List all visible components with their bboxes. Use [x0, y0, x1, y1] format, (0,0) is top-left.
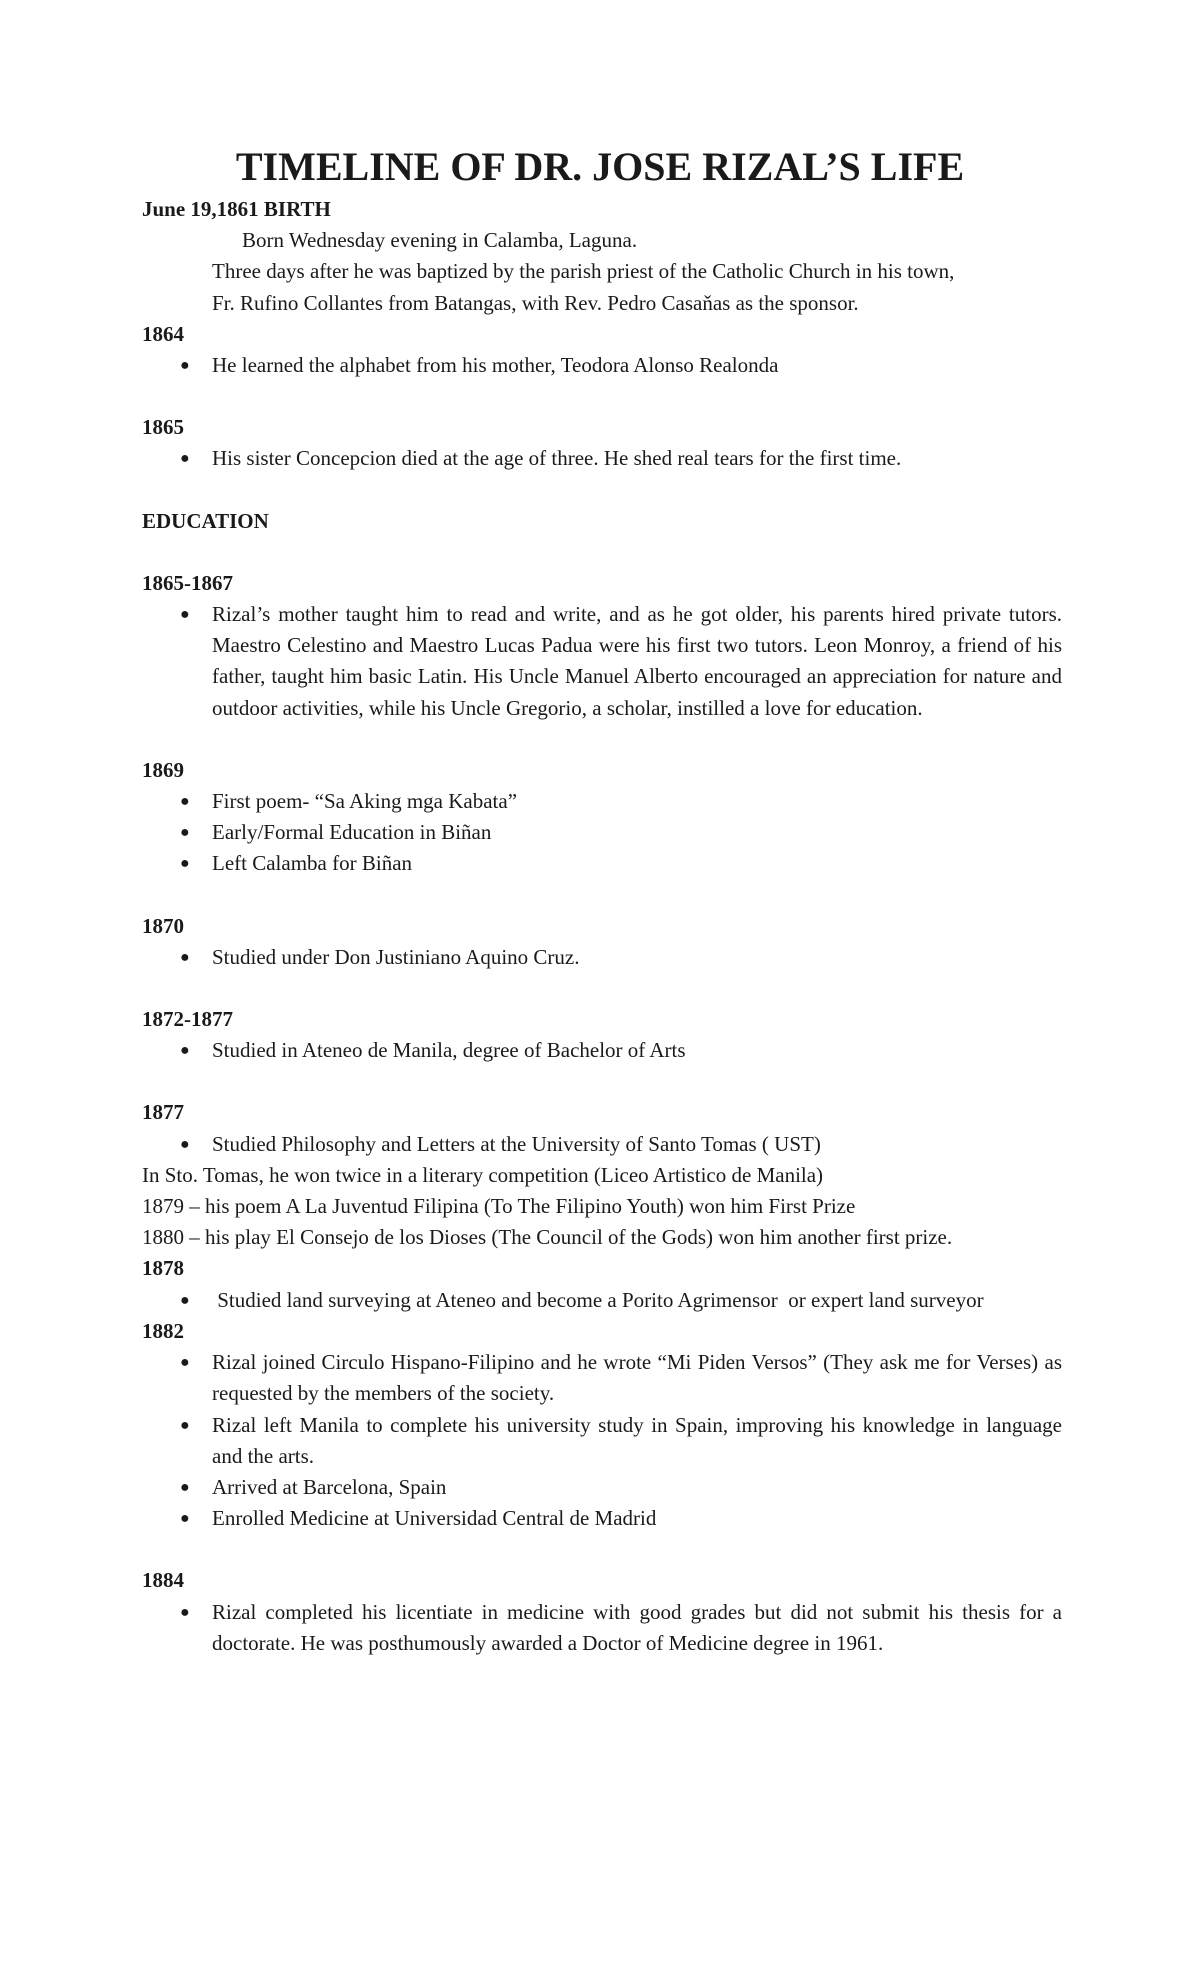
- bullet-icon: ●: [180, 1478, 190, 1496]
- list-item: [142, 1285, 1062, 1316]
- year-heading-1884: 1884: [142, 1568, 184, 1593]
- bullet-icon: ●: [180, 1354, 190, 1372]
- year-heading-1869: 1869: [142, 757, 184, 782]
- timeline-content: [142, 194, 1062, 1659]
- list-item: [142, 1472, 1062, 1503]
- bullet-icon: ●: [180, 948, 190, 966]
- year-heading-birth: June 19,1861 BIRTH: [142, 197, 331, 221]
- year-heading-1865: 1865: [142, 415, 184, 440]
- note-line: 1879 – his poem A La Juventud Filipina (To The Filipino Youth) won him First Prize: [142, 1194, 856, 1219]
- bullet-icon: ●: [180, 357, 190, 375]
- list-item: [142, 350, 1062, 381]
- year-heading-1872-1877: 1872-1877: [142, 1007, 233, 1032]
- year-heading-1882: 1882: [142, 1318, 184, 1343]
- event-text: Rizal joined Circulo Hispano-Filipino and he wrote “Mi Piden Versos” (They ask me for Verses) as requested by the members of the society.: [212, 1350, 1062, 1406]
- list-item: [142, 1597, 1062, 1659]
- event-list-1869: [142, 786, 1062, 880]
- event-text: First poem- “Sa Aking mga Kabata”: [212, 789, 518, 814]
- list-item: [142, 942, 1062, 973]
- year-heading-1877: 1877: [142, 1100, 184, 1125]
- list-item: [142, 786, 1062, 817]
- section-heading-education: EDUCATION: [142, 508, 269, 533]
- event-text: Studied land surveying at Ateneo and become a Porito Agrimensor or expert land surveyor: [212, 1287, 984, 1312]
- event-text: Studied Philosophy and Letters at the University of Santo Tomas ( UST): [212, 1131, 821, 1156]
- bullet-icon: ●: [180, 1416, 190, 1434]
- list-item: [142, 1129, 1062, 1160]
- bullet-icon: ●: [180, 855, 190, 873]
- event-text: His sister Concepcion died at the age of three. He shed real tears for the first time.: [212, 446, 902, 471]
- year-heading-1865-1867: 1865-1867: [142, 570, 233, 595]
- list-item: [142, 1503, 1062, 1534]
- bullet-icon: ●: [180, 824, 190, 842]
- year-heading-1864: 1864: [142, 321, 184, 346]
- birth-line: Three days after he was baptized by the parish priest of the Catholic Church in his town,: [212, 259, 955, 284]
- event-list-1884: [142, 1597, 1062, 1659]
- event-list-1882: [142, 1347, 1062, 1534]
- event-list-1877: [142, 1129, 1062, 1160]
- bullet-icon: ●: [180, 1291, 190, 1309]
- event-text: Early/Formal Education in Biñan: [212, 820, 492, 845]
- event-text: Rizal completed his licentiate in medicine with good grades but did not submit his thesis for a doctorate. He was posthumously awarded a Doctor of Medicine degree in 1961.: [212, 1599, 1062, 1655]
- list-item: [142, 1347, 1062, 1409]
- bullet-icon: ●: [180, 1510, 190, 1528]
- bullet-icon: ●: [180, 606, 190, 624]
- note-line: 1880 – his play El Consejo de los Dioses (The Council of the Gods) won him another first prize.: [142, 1225, 953, 1250]
- bullet-icon: ●: [180, 1042, 190, 1060]
- bullet-icon: ●: [180, 793, 190, 811]
- event-text: Studied under Don Justiniano Aquino Cruz.: [212, 944, 580, 969]
- bullet-icon: ●: [180, 1603, 190, 1621]
- list-item: [142, 817, 1062, 848]
- event-text: Arrived at Barcelona, Spain: [212, 1474, 447, 1499]
- event-list-1865: [142, 443, 1062, 474]
- year-heading-1878: 1878: [142, 1256, 184, 1281]
- event-list-1864: [142, 350, 1062, 381]
- event-text: Studied in Ateneo de Manila, degree of Bachelor of Arts: [212, 1038, 686, 1063]
- list-item: [142, 443, 1062, 474]
- event-text: Left Calamba for Biñan: [212, 851, 413, 876]
- note-line: In Sto. Tomas, he won twice in a literary competition (Liceo Artistico de Manila): [142, 1162, 824, 1187]
- birth-line: Born Wednesday evening in Calamba, Laguna.: [242, 228, 638, 253]
- event-list-1870: [142, 942, 1062, 973]
- page-title: TIMELINE OF DR. JOSE RIZAL’S LIFE: [235, 144, 965, 189]
- event-list-1878: [142, 1285, 1062, 1316]
- event-text: Rizal left Manila to complete his university study in Spain, improving his knowledge in language and the arts.: [212, 1412, 1062, 1468]
- bullet-icon: ●: [180, 450, 190, 468]
- event-text: He learned the alphabet from his mother, Teodora Alonso Realonda: [212, 353, 779, 378]
- list-item: [142, 1410, 1062, 1472]
- list-item: [142, 848, 1062, 879]
- event-list-1872-1877: [142, 1035, 1062, 1066]
- event-text: Rizal’s mother taught him to read and write, and as he got older, his parents hired private tutors. Maestro Celestino and Maestro Lucas Padua were his first two tutors. Leon Monroy, a friend of his father, taught him basic Latin. His Uncle Manuel Alberto encouraged an appreciation for nature and outdoor activities, while his Uncle Gregorio, a scholar, instilled a love for education.: [212, 602, 1062, 720]
- year-heading-1870: 1870: [142, 913, 184, 938]
- list-item: [142, 599, 1062, 724]
- event-list-1865-1867: [142, 599, 1062, 724]
- bullet-icon: ●: [180, 1135, 190, 1153]
- event-text: Enrolled Medicine at Universidad Central de Madrid: [212, 1506, 657, 1531]
- birth-line: Fr. Rufino Collantes from Batangas, with Rev. Pedro Casaňas as the sponsor.: [212, 290, 859, 315]
- list-item: [142, 1035, 1062, 1066]
